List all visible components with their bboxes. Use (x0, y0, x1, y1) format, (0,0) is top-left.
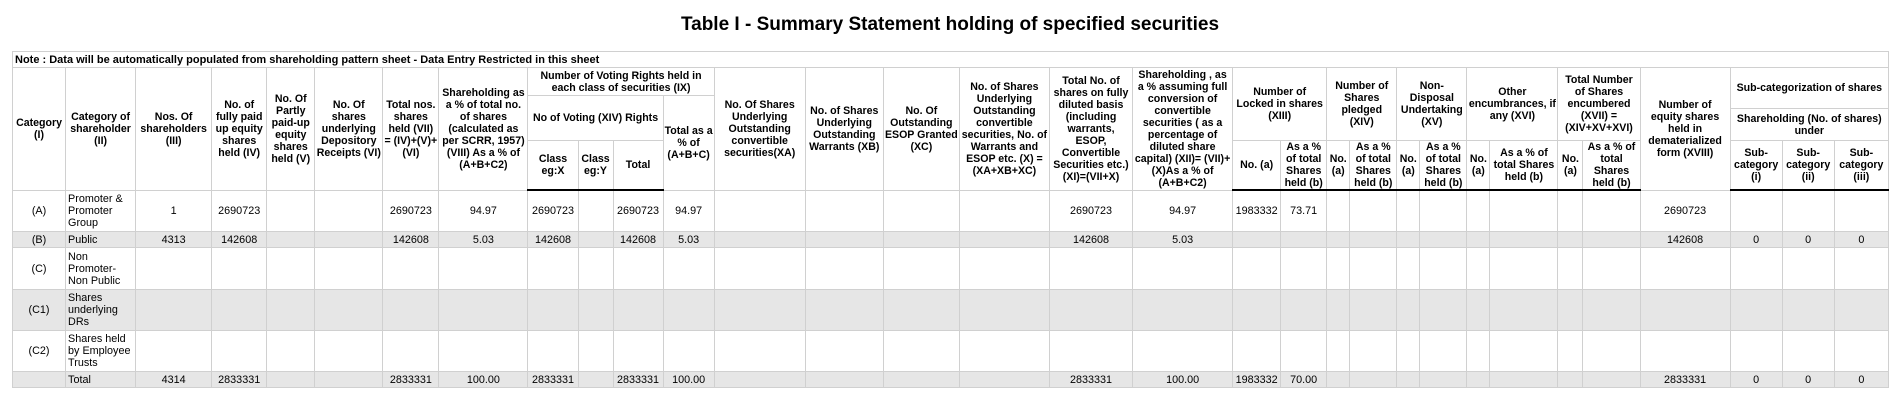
cell-xb (805, 190, 883, 232)
cell-total: 142608 (383, 232, 439, 248)
cell-subcat-ii: 0 (1782, 232, 1834, 248)
cell-pct (439, 248, 528, 290)
cell-te-pct (1583, 290, 1640, 331)
cell-x (959, 290, 1049, 331)
header-total-nos-shares: Total nos. shares held (VII) = (IV)+(V)+ (VI) (383, 68, 439, 191)
cell-pledge-pct (1350, 248, 1397, 290)
cell-subcat-iii: 0 (1834, 232, 1888, 248)
cell-subcat-i: 0 (1730, 232, 1782, 248)
cell-nd-pct (1420, 290, 1467, 331)
cell-pledge-no (1327, 190, 1350, 232)
table-row (13, 331, 1889, 372)
cell-nos (136, 290, 212, 331)
cell-vr-total (613, 248, 663, 290)
header-total-encumbered: Total Number of Shares encumbered (XVII) = (XIV+XV+XVI) (1558, 68, 1640, 141)
cell-xa (714, 290, 805, 331)
header-subcat-i: Sub-category (i) (1730, 141, 1782, 191)
cell-assume (1133, 331, 1233, 372)
cell-fully-paid: 2833331 (212, 372, 267, 388)
cell-vr-pct (663, 290, 714, 331)
cell-partly-paid (267, 190, 315, 232)
header-pledged: Number of Shares pledged (XIV) (1327, 68, 1397, 141)
cell-nd-pct (1420, 232, 1467, 248)
cell-xc (883, 290, 959, 331)
cell-vr-pct (663, 248, 714, 290)
cell-lock-pct (1281, 290, 1327, 331)
cell-vr-total: 142608 (613, 232, 663, 248)
cell-category: (A) (13, 190, 66, 232)
note-text: Note : Data will be automatically populated from shareholding pattern sheet - Data Entry Restricted in this sheet (12, 51, 1889, 67)
cell-nd-pct (1420, 372, 1467, 388)
cell-te-no (1558, 190, 1583, 232)
cell-te-no (1558, 248, 1583, 290)
header-non-disposal: Non-Disposal Undertaking (XV) (1397, 68, 1467, 141)
cell-pledge-no (1327, 232, 1350, 248)
header-depository-receipts: No. Of shares underlying Depository Receipts (VI) (315, 68, 383, 191)
cell-demat (1640, 331, 1730, 372)
cell-pledge-no (1327, 290, 1350, 331)
cell-xa (714, 331, 805, 372)
cell-nos (136, 331, 212, 372)
table-row (13, 248, 1889, 290)
cell-nos: 4314 (136, 372, 212, 388)
cell-class-x (528, 248, 578, 290)
header-convertible-xa: No. Of Shares Underlying Outstanding convertible securities(XA) (714, 68, 805, 191)
cell-xb (805, 248, 883, 290)
cell-pct (439, 331, 528, 372)
cell-xb (805, 331, 883, 372)
cell-class-x: 2690723 (528, 190, 578, 232)
cell-category (13, 372, 66, 388)
cell-partly-paid (267, 232, 315, 248)
cell-nd-pct (1420, 190, 1467, 232)
cell-vr-total: 2690723 (613, 190, 663, 232)
cell-vr-pct: 100.00 (663, 372, 714, 388)
header-nos-shareholders: Nos. Of shareholders (III) (136, 68, 212, 191)
cell-dr (315, 232, 383, 248)
cell-pct: 94.97 (439, 190, 528, 232)
header-locked-pct: As a % of total Shares held (b) (1281, 141, 1327, 191)
cell-pct (439, 290, 528, 331)
cell-shareholder: Shares underlying DRs (66, 290, 136, 331)
cell-partly-paid (267, 372, 315, 388)
header-total-pct-abc: Total as a % of (A+B+C) (663, 96, 714, 191)
cell-nd-no (1397, 331, 1420, 372)
cell-assume: 100.00 (1133, 372, 1233, 388)
table-row (13, 232, 1889, 248)
cell-fully-paid (212, 331, 267, 372)
cell-xa (714, 248, 805, 290)
cell-oe-no (1467, 331, 1490, 372)
cell-subcat-i (1730, 290, 1782, 331)
summary-table-container (12, 51, 1889, 388)
cell-nd-no (1397, 190, 1420, 232)
cell-class-y (578, 331, 613, 372)
cell-subcat-ii (1782, 290, 1834, 331)
cell-lock-pct: 70.00 (1281, 372, 1327, 388)
cell-vr-total (613, 331, 663, 372)
cell-lock-no: 1983332 (1233, 372, 1281, 388)
cell-vr-pct: 5.03 (663, 232, 714, 248)
cell-subcat-iii (1834, 248, 1888, 290)
cell-dr (315, 372, 383, 388)
header-other-enc-no: No. (a) (1467, 141, 1490, 191)
header-pledged-pct: As a % of total Shares held (b) (1350, 141, 1397, 191)
cell-fully-paid (212, 290, 267, 331)
cell-subcat-i (1730, 190, 1782, 232)
header-subcat-iii: Sub-category (iii) (1834, 141, 1888, 191)
cell-fully-paid: 2690723 (212, 190, 267, 232)
cell-oe-pct (1490, 290, 1558, 331)
cell-vr-total (613, 290, 663, 331)
cell-lock-no: 1983332 (1233, 190, 1281, 232)
cell-oe-pct (1490, 331, 1558, 372)
cell-lock-no (1233, 248, 1281, 290)
cell-oe-pct (1490, 248, 1558, 290)
cell-pledge-pct (1350, 232, 1397, 248)
header-voting-rights: Number of Voting Rights held in each class of securities (IX) (528, 68, 714, 96)
cell-xb (805, 290, 883, 331)
cell-lock-no (1233, 232, 1281, 248)
cell-shareholder: Non Promoter- Non Public (66, 248, 136, 290)
header-fully-paid: No. of fully paid up equity shares held (IV) (212, 68, 267, 191)
cell-te-no (1558, 290, 1583, 331)
cell-subcat-iii (1834, 290, 1888, 331)
header-demat: Number of equity shares held in dematerialized form (XVIII) (1640, 68, 1730, 191)
header-underlying-x: No. of Shares Underlying Outstanding convertible securities, No. of Warrants and ESOP etc. (X) = (XA+XB+XC) (959, 68, 1049, 191)
cell-lock-pct (1281, 248, 1327, 290)
cell-subcat-i (1730, 331, 1782, 372)
cell-diluted (1049, 331, 1132, 372)
cell-category: (C2) (13, 331, 66, 372)
header-total-enc-pct: As a % of total Shares held (b) (1583, 141, 1640, 191)
cell-lock-no (1233, 331, 1281, 372)
cell-partly-paid (267, 290, 315, 331)
cell-te-pct (1583, 372, 1640, 388)
cell-subcat-i: 0 (1730, 372, 1782, 388)
header-locked-no: No. (a) (1233, 141, 1281, 191)
cell-class-x (528, 331, 578, 372)
cell-oe-no (1467, 290, 1490, 331)
cell-subcat-ii: 0 (1782, 372, 1834, 388)
cell-fully-paid: 142608 (212, 232, 267, 248)
cell-total (383, 331, 439, 372)
cell-oe-no (1467, 190, 1490, 232)
summary-table (12, 67, 1889, 388)
cell-category: (B) (13, 232, 66, 248)
cell-oe-no (1467, 232, 1490, 248)
cell-demat: 2690723 (1640, 190, 1730, 232)
cell-nos (136, 248, 212, 290)
header-no-of-voting: No of Voting (XIV) Rights (528, 96, 663, 141)
cell-class-y (578, 190, 613, 232)
cell-subcat-ii (1782, 331, 1834, 372)
table-row (13, 290, 1889, 331)
cell-te-pct (1583, 248, 1640, 290)
cell-assume: 94.97 (1133, 190, 1233, 232)
cell-class-y (578, 290, 613, 331)
cell-x (959, 232, 1049, 248)
cell-dr (315, 331, 383, 372)
cell-vr-total: 2833331 (613, 372, 663, 388)
cell-vr-pct (663, 331, 714, 372)
cell-total (383, 248, 439, 290)
header-partly-paid: No. Of Partly paid-up equity shares held (V) (267, 68, 315, 191)
cell-pct: 100.00 (439, 372, 528, 388)
cell-fully-paid (212, 248, 267, 290)
cell-nd-no (1397, 290, 1420, 331)
cell-diluted: 142608 (1049, 232, 1132, 248)
header-class-x: Class eg:X (528, 141, 578, 191)
header-pledged-no: No. (a) (1327, 141, 1350, 191)
cell-dr (315, 190, 383, 232)
cell-oe-pct (1490, 372, 1558, 388)
header-non-disposal-no: No. (a) (1397, 141, 1420, 191)
cell-assume (1133, 248, 1233, 290)
cell-category: (C) (13, 248, 66, 290)
cell-oe-no (1467, 248, 1490, 290)
cell-nd-no (1397, 248, 1420, 290)
header-other-encumbrances: Other encumbrances, if any (XVI) (1467, 68, 1558, 141)
cell-nos: 1 (136, 190, 212, 232)
cell-xa (714, 190, 805, 232)
header-subcat-ii: Sub-category (ii) (1782, 141, 1834, 191)
cell-total: 2690723 (383, 190, 439, 232)
cell-subcat-i (1730, 248, 1782, 290)
cell-demat: 2833331 (1640, 372, 1730, 388)
cell-demat (1640, 290, 1730, 331)
cell-demat (1640, 248, 1730, 290)
header-total-diluted: Total No. of shares on fully diluted basis (including warrants, ESOP, Convertible Securities etc.) (XI)=(VII+X) (1049, 68, 1132, 191)
cell-shareholder: Promoter & Promoter Group (66, 190, 136, 232)
header-other-enc-pct: As a % of total Shares held (b) (1490, 141, 1558, 191)
cell-nd-no (1397, 232, 1420, 248)
cell-x (959, 248, 1049, 290)
cell-xa (714, 232, 805, 248)
cell-te-pct (1583, 232, 1640, 248)
cell-xb (805, 372, 883, 388)
cell-lock-pct: 73.71 (1281, 190, 1327, 232)
cell-xc (883, 331, 959, 372)
cell-total (383, 290, 439, 331)
cell-nd-pct (1420, 331, 1467, 372)
header-vr-total: Total (613, 141, 663, 191)
cell-lock-pct (1281, 331, 1327, 372)
header-category-of-shareholder: Category of shareholder (II) (66, 68, 136, 191)
cell-subcat-ii (1782, 190, 1834, 232)
cell-pledge-no (1327, 331, 1350, 372)
cell-partly-paid (267, 248, 315, 290)
cell-oe-no (1467, 372, 1490, 388)
cell-pledge-no (1327, 372, 1350, 388)
cell-class-x (528, 290, 578, 331)
cell-pledge-pct (1350, 290, 1397, 331)
cell-subcat-iii (1834, 190, 1888, 232)
cell-te-no (1558, 331, 1583, 372)
header-subcat-holding: Shareholding (No. of shares) under (1730, 109, 1888, 141)
cell-dr (315, 248, 383, 290)
cell-assume (1133, 290, 1233, 331)
cell-pct: 5.03 (439, 232, 528, 248)
cell-diluted (1049, 248, 1132, 290)
cell-diluted: 2690723 (1049, 190, 1132, 232)
cell-pledge-pct (1350, 372, 1397, 388)
cell-nos: 4313 (136, 232, 212, 248)
header-class-y: Class eg:Y (578, 141, 613, 191)
cell-partly-paid (267, 331, 315, 372)
header-esop-xc: No. Of Outstanding ESOP Granted (XC) (883, 68, 959, 191)
cell-nd-no (1397, 372, 1420, 388)
cell-shareholder: Public (66, 232, 136, 248)
cell-diluted (1049, 290, 1132, 331)
header-shareholding-assuming: Shareholding , as a % assuming full conversion of convertible securities ( as a percentage of diluted share capital) (XII)= (VII)+(X)As a % of (A+B+C2) (1133, 68, 1233, 191)
cell-class-y (578, 372, 613, 388)
cell-te-no (1558, 232, 1583, 248)
cell-lock-no (1233, 290, 1281, 331)
cell-class-y (578, 248, 613, 290)
cell-lock-pct (1281, 232, 1327, 248)
cell-x (959, 190, 1049, 232)
cell-x (959, 372, 1049, 388)
cell-shareholder: Total (66, 372, 136, 388)
header-locked: Number of Locked in shares (XIII) (1233, 68, 1327, 141)
cell-xb (805, 232, 883, 248)
table-body (13, 190, 1889, 388)
cell-xc (883, 248, 959, 290)
header-subcategorization: Sub-categorization of shares (1730, 68, 1888, 109)
cell-oe-pct (1490, 232, 1558, 248)
header-non-disposal-pct: As a % of total Shares held (b) (1420, 141, 1467, 191)
cell-xc (883, 190, 959, 232)
cell-vr-pct: 94.97 (663, 190, 714, 232)
header-category: Category (I) (13, 68, 66, 191)
cell-class-y (578, 232, 613, 248)
cell-subcat-iii (1834, 331, 1888, 372)
cell-te-pct (1583, 331, 1640, 372)
cell-demat: 142608 (1640, 232, 1730, 248)
cell-class-x: 142608 (528, 232, 578, 248)
cell-oe-pct (1490, 190, 1558, 232)
cell-pledge-pct (1350, 190, 1397, 232)
cell-class-x: 2833331 (528, 372, 578, 388)
cell-subcat-ii (1782, 248, 1834, 290)
cell-te-no (1558, 372, 1583, 388)
cell-te-pct (1583, 190, 1640, 232)
cell-nd-pct (1420, 248, 1467, 290)
cell-dr (315, 290, 383, 331)
cell-shareholder: Shares held by Employee Trusts (66, 331, 136, 372)
cell-x (959, 331, 1049, 372)
cell-subcat-iii: 0 (1834, 372, 1888, 388)
table-row (13, 190, 1889, 232)
cell-xc (883, 372, 959, 388)
cell-pledge-pct (1350, 331, 1397, 372)
cell-xc (883, 232, 959, 248)
header-shareholding-pct: Shareholding as a % of total no. of shares (calculated as per SCRR, 1957) (VIII) As a % of (A+B+C2) (439, 68, 528, 191)
cell-diluted: 2833331 (1049, 372, 1132, 388)
cell-pledge-no (1327, 248, 1350, 290)
cell-assume: 5.03 (1133, 232, 1233, 248)
page-title: Table I - Summary Statement holding of specified securities (680, 14, 1220, 35)
header-total-enc-no: No. (a) (1558, 141, 1583, 191)
cell-xa (714, 372, 805, 388)
cell-total: 2833331 (383, 372, 439, 388)
header-warrants-xb: No. of Shares Underlying Outstanding Warrants (XB) (805, 68, 883, 191)
table-row-total (13, 372, 1889, 388)
cell-category: (C1) (13, 290, 66, 331)
